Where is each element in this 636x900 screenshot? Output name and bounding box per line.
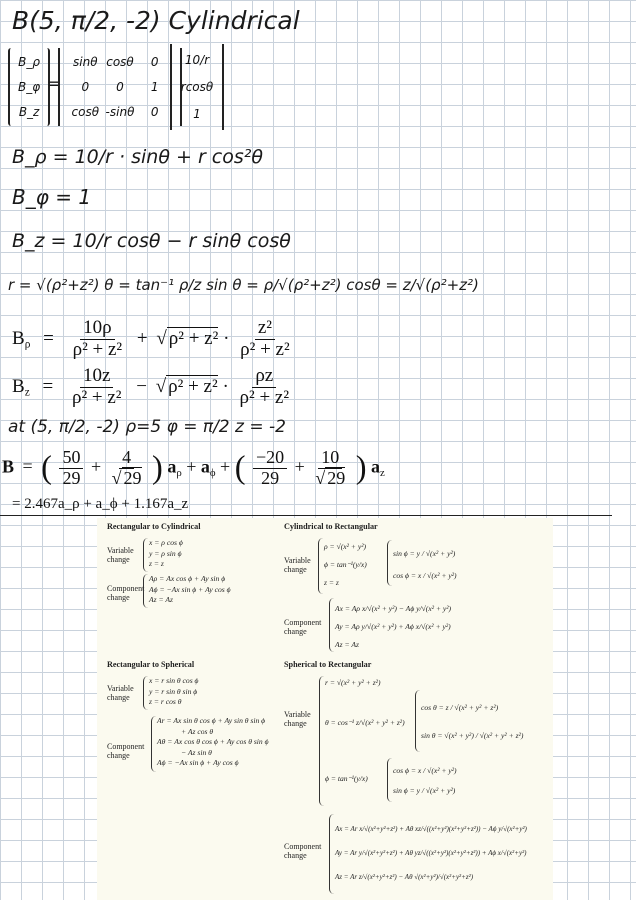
typed-b-z-label: B [12, 375, 25, 397]
equation-line: ϕ = tan⁻¹(y/x) [324, 560, 367, 569]
typed-b-z-equation [12, 366, 295, 409]
frac-num: −20 [253, 448, 287, 469]
matrix-cell: -sinθ [105, 104, 135, 119]
section-cyl-to-rect-title: Cylindrical to Rectangular [284, 522, 378, 531]
rect-to-cyl-variable [149, 538, 183, 570]
equation-line: Aϕ = −Ax sin ϕ + Ay cos ϕ [149, 584, 231, 594]
matrix-cell: 0 [116, 79, 124, 94]
typed-b-z-dot: · [222, 375, 229, 397]
frac-den: 29 [62, 467, 81, 488]
equation-line: x = r sin θ cos ϕ [149, 676, 199, 685]
handwritten-b-z: B_z = 10/r cosθ − r sinθ cosθ [12, 230, 291, 252]
typed-b-rho-frac1 [70, 318, 126, 361]
vector-frac1 [59, 448, 83, 489]
typed-b-rho-frac2 [237, 318, 293, 361]
matrix-lhs-b-z: B_z [18, 104, 40, 119]
matrix-transform [58, 48, 182, 126]
equation-line: Ax = Ar x/√(x²+y²+z²) + Aθ xz/√((x²+y²)(x²+y²+z²)) − Aϕ y/√(x²+y²) [335, 825, 527, 833]
equation-line: sin ϕ = y / √(x² + y²) [393, 786, 456, 795]
equation-line: − Az sin θ [181, 747, 212, 757]
equation-line: Az = Az [149, 595, 173, 604]
handwritten-at-point: at (5, π/2, -2) ρ=5 φ = π/2 z = -2 [8, 417, 286, 437]
vector-b-label: B [2, 456, 15, 477]
equation-line: Az = Az [335, 640, 359, 649]
frac-den: ρ² + z² [71, 386, 122, 408]
brace [151, 716, 156, 772]
frac-num: 10z [80, 366, 113, 388]
frac-den: ρ² + z² [72, 338, 123, 360]
typed-result: = 2.467a_ρ + a_ϕ + 1.167a_z [12, 496, 189, 512]
equation-line: Aθ = Ax cos θ cos ϕ + Ay cos θ sin ϕ [157, 737, 269, 746]
typed-b-z-frac2 [237, 366, 293, 409]
equation-line: ρ = √(x² + y²) [324, 542, 367, 551]
brace [329, 814, 334, 894]
frac-den-sqrt: 29 [123, 467, 142, 488]
vector-plus: + [294, 456, 305, 477]
sph-to-rect-theta-side [421, 696, 523, 752]
equation-line: Ay = Aρ y/√(x² + y²) + Aϕ x/√(x² + y²) [335, 622, 451, 631]
frac-den: ρ² + z² [240, 338, 290, 360]
matrix-cell: cosθ [71, 104, 100, 119]
sph-to-rect-component [335, 820, 527, 892]
equation-line: z = z [149, 559, 164, 568]
typed-vector-b [2, 448, 385, 489]
typed-b-z-frac1 [69, 366, 125, 409]
rect-to-cyl-component [149, 574, 231, 606]
brace [143, 538, 148, 572]
matrix-equals: = [47, 74, 61, 93]
sph-to-rect-phi-side [393, 762, 457, 802]
label-variable-change: Variable change [107, 684, 134, 703]
typed-b-rho-radical: √ ρ² + z² [156, 327, 219, 349]
frac-num: 10 [318, 448, 342, 469]
label-variable-change: Variable change [107, 546, 134, 565]
frac-den: √ 29 [315, 467, 346, 488]
rect-to-sph-component [157, 716, 269, 769]
equation-line: cos ϕ = x / √(x² + y²) [393, 766, 457, 775]
brace [318, 538, 323, 594]
typed-b-rho-plus: + [136, 327, 148, 349]
typed-b-rho-sub: ρ [24, 338, 31, 351]
handwritten-b-rho: B_ρ = 10/r · sinθ + r cos²θ [12, 146, 264, 168]
section-sph-to-rect-title: Spherical to Rectangular [284, 660, 372, 669]
matrix-lhs [8, 48, 50, 126]
frac-den-sqrt: 29 [327, 467, 346, 488]
equation-line: Ax = Aρ x/√(x² + y²) − Aϕ y/√(x² + y²) [335, 604, 452, 613]
matrix-cell: sinθ [73, 55, 98, 70]
handwritten-b-phi: B_φ = 1 [12, 185, 92, 209]
brace [143, 676, 148, 710]
equation-line: y = ρ sin ϕ [149, 548, 182, 558]
matrix-rhs-cell: rcosθ [180, 79, 214, 94]
unit-a-phi: a [200, 456, 210, 477]
label-component-change: Component change [284, 618, 322, 637]
matrix-rhs [170, 44, 224, 130]
matrix-lhs-b-phi: B_φ [18, 79, 41, 94]
sph-to-rect-variable-theta: θ = cos⁻¹ z/√(x² + y² + z²) [325, 718, 405, 727]
vector-plus: + [186, 456, 197, 477]
label-component-change: Component change [107, 584, 145, 603]
equation-line: Aϕ = −Ax sin ϕ + Ay cos ϕ [157, 758, 239, 767]
typed-b-z-eq: = [42, 375, 54, 397]
equation-line: cos ϕ = x / √(x² + y²) [393, 571, 457, 580]
frac-num: z² [255, 318, 275, 340]
label-variable-change: Variable change [284, 710, 311, 729]
paren-close: ) [355, 449, 367, 486]
section-rect-to-sph-title: Rectangular to Spherical [107, 660, 195, 669]
sph-to-rect-variable-r: r = √(x² + y² + z²) [325, 678, 381, 687]
matrix-cell: 0 [150, 55, 159, 70]
label-component-change: Component change [107, 742, 145, 761]
vector-plus: + [90, 456, 102, 477]
rect-to-sph-variable [149, 676, 199, 708]
separator-line [0, 515, 612, 516]
unit-a-rho-sub: ρ [176, 467, 182, 480]
cyl-to-rect-component [335, 602, 451, 656]
frac-num: 50 [59, 448, 83, 469]
equation-line: x = ρ cos ϕ [149, 538, 183, 547]
matrix-rhs-cell: 1 [193, 107, 201, 122]
sph-to-rect-variable-phi: ϕ = tan⁻¹(y/x) [325, 774, 368, 783]
equation-line: Ay = Ar y/√(x²+y²+z²) + Aθ yz/√((x²+y²)(x²+y²+z²)) + Aϕ x/√(x²+y²) [335, 849, 527, 857]
label-component-change: Component change [284, 842, 322, 861]
vector-plus: + [220, 456, 231, 477]
brace [319, 676, 324, 806]
equation-line: Aρ = Ax cos ϕ + Ay sin ϕ [149, 574, 226, 583]
unit-a-z-sub: z [380, 467, 385, 480]
reference-table [97, 518, 553, 900]
equation-line: sin ϕ = y / √(x² + y²) [393, 549, 456, 558]
handwritten-relations: r = √(ρ²+z²) θ = tan⁻¹ ρ/z sin θ = ρ/√(ρ²+z²) cosθ = z/√(ρ²+z²) [8, 276, 479, 294]
matrix-lhs-b-rho: B_ρ [18, 55, 40, 70]
equation-line: cos θ = z / √(x² + y² + z²) [421, 703, 499, 712]
equation-line: Az = Ar z/√(x²+y²+z²) − Aθ √(x²+y²)/√(x²+y²+z²) [335, 873, 474, 881]
equation-line: sin θ = √(x² + y²) / √(x² + y² + z²) [421, 731, 524, 740]
typed-b-rho-equation [12, 318, 296, 361]
typed-b-z-minus: − [136, 375, 147, 397]
equation-line: y = r sin θ sin ϕ [149, 686, 198, 696]
unit-a-rho: a [167, 456, 177, 477]
cyl-to-rect-variable-side [393, 544, 457, 588]
matrix-cell: 1 [150, 79, 159, 94]
typed-b-rho-label: B [12, 327, 25, 349]
frac-num: 4 [119, 448, 134, 469]
matrix-cell: cosθ [106, 55, 134, 70]
equation-line: z = r cos θ [149, 697, 182, 706]
frac-num: 10ρ [80, 318, 114, 340]
vector-frac4 [312, 448, 348, 489]
equation-line: + Az cos θ [181, 726, 214, 736]
handwritten-title: B(5, π/2, -2) Cylindrical [12, 6, 300, 35]
typed-b-z-radical: √ ρ² + z² [155, 375, 218, 397]
paren-close: ) [152, 449, 163, 486]
brace [387, 758, 392, 802]
typed-b-rho-dot: · [223, 327, 230, 349]
brace [387, 540, 392, 586]
paren-open: ( [234, 449, 246, 486]
vector-b-eq: = [22, 456, 33, 477]
matrix-cell: 0 [81, 79, 90, 94]
frac-den: √ 29 [111, 467, 142, 488]
equation-line: z = z [324, 578, 339, 587]
typed-b-rho-eq: = [43, 327, 54, 349]
unit-a-phi-sub: ϕ [209, 467, 216, 480]
unit-a-z: a [371, 456, 380, 477]
equation-line: Ar = Ax sin θ cos ϕ + Ay sin θ sin ϕ [157, 716, 266, 725]
typed-b-rho-sqrt: ρ² + z² [168, 327, 219, 349]
vector-frac2 [109, 448, 145, 489]
label-variable-change: Variable change [284, 556, 311, 575]
brace [415, 690, 420, 752]
section-rect-to-cyl-title: Rectangular to Cylindrical [107, 522, 201, 531]
cyl-to-rect-variable [324, 540, 367, 594]
typed-b-z-sub: z [24, 386, 30, 399]
frac-den: ρ² + z² [239, 386, 290, 408]
brace [143, 574, 148, 608]
brace [329, 598, 334, 652]
frac-num: ρz [252, 366, 276, 388]
typed-b-z-sqrt: ρ² + z² [168, 375, 218, 397]
vector-frac3 [253, 448, 287, 489]
matrix-rhs-cell: 10/r [184, 52, 210, 67]
paren-open: ( [41, 449, 52, 486]
frac-den: 29 [261, 467, 280, 488]
matrix-cell: 0 [150, 104, 159, 119]
